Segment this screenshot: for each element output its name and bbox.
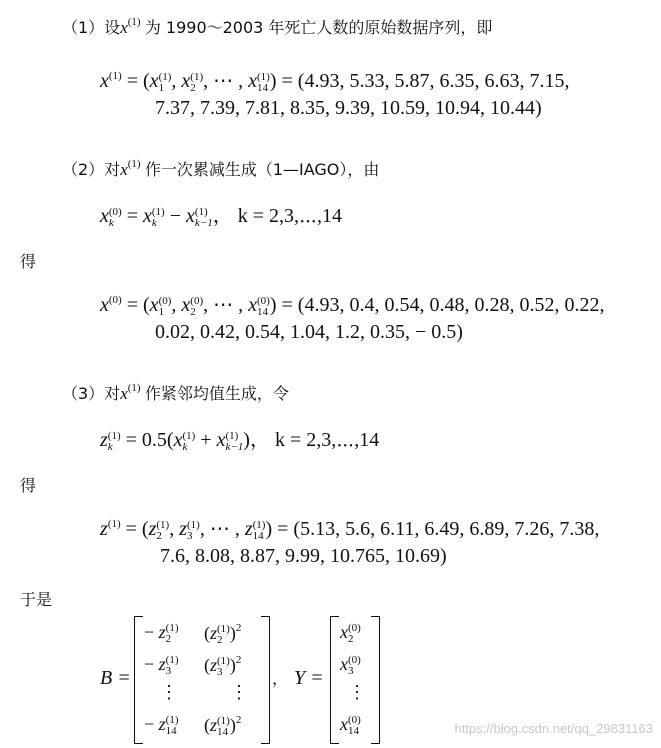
b-cell-n-1: − z (1) 14 xyxy=(144,714,179,737)
eq3-values-line1: = (4.93, 0.4, 0.54, 0.48, 0.28, 0.52, 0.22, xyxy=(281,294,605,316)
var-x: x xyxy=(120,160,128,179)
eq5-values-line1: = (5.13, 5.6, 6.11, 6.49, 6.89, 7.26, 7.38, xyxy=(277,518,600,540)
sup: (1) xyxy=(127,158,141,170)
y-vdots: ⋮ xyxy=(348,682,366,702)
step-2-prefix: （2）对 xyxy=(62,160,121,179)
yushi-label: 于是 xyxy=(20,590,53,609)
y-cell-n: x (0) 14 xyxy=(340,714,361,737)
b-vdots-2: ⋮ xyxy=(230,682,248,702)
matrix-y-left-bracket xyxy=(330,616,339,744)
eq1-values-line2: 7.37, 7.39, 7.81, 8.35, 9.39, 10.59, 10.94, 10.44) xyxy=(155,97,542,119)
equation-x1-line2 xyxy=(155,96,542,120)
equation-iago: x (0) k = x (1) k − x (1) k−1 ， k = 2,3,⋯,14 xyxy=(100,205,342,229)
equation-z1-line2 xyxy=(160,544,447,568)
b-cell-2-2: (z (1) 3 )$^2$ xyxy=(204,654,242,678)
sup: (1) xyxy=(127,382,141,394)
de-label-2: 得 xyxy=(20,476,37,495)
equation-x0-line2 xyxy=(155,320,463,344)
b-vdots-1: ⋮ xyxy=(160,682,178,702)
step-2 xyxy=(62,152,379,182)
y-cell-1: x (0) 2 xyxy=(340,622,361,645)
step-1 xyxy=(62,10,492,40)
watermark: https://blog.csdn.net/qq_29831163 xyxy=(454,721,653,736)
eq2-range: k = 2,3,⋯,14 xyxy=(237,205,342,227)
equation-mean: z (1) k = 0.5(x (1) k + x (1) k−1 )， k = 2,3,⋯,14 xyxy=(100,429,380,453)
step-3-prefix: （3）对 xyxy=(62,384,121,403)
eq5-values-line2: 7.6, 8.08, 8.87, 9.99, 10.765, 10.69) xyxy=(160,545,447,567)
step-1-text: 为 1990～2003 年死亡人数的原始数据序列，即 xyxy=(144,18,493,37)
y-cell-2: x (0) 3 xyxy=(340,654,361,677)
equation-x0-line1: $x^{(0)} = (x$ (0) 1 , x (0) 2 , ⋯ , x (0) 14 ) = (4.93, 0.4, 0.54, 0.48, 0.28, 0.52, 0.22, xyxy=(100,294,605,318)
matrix-b xyxy=(134,616,270,744)
b-cell-2-1: − z (1) 3 xyxy=(144,654,179,677)
matrix-y-right-bracket xyxy=(371,616,380,744)
b-cell-1-2: (z (1) 2 )$^2$ xyxy=(204,622,242,646)
matrix-y-label: Y = xyxy=(294,667,324,689)
matrix-separator: ， xyxy=(272,669,289,688)
sup: (1) xyxy=(127,16,141,28)
eq3-values-line2: 0.02, 0.42, 0.54, 1.04, 1.2, 0.35, − 0.5) xyxy=(155,321,463,343)
matrix-b-right-bracket xyxy=(261,616,270,744)
matrix-b-label: B = xyxy=(100,667,131,689)
equation-z1-line1: $z^{(1)} = (z$ (1) 2 , z (1) 3 , ⋯ , z (1) 14 ) = (5.13, 5.6, 6.11, 6.49, 6.89, 7.26, 7.38, xyxy=(100,518,600,542)
matrix-y xyxy=(330,616,380,744)
step-2-text: 作一次累减生成（1—IAGO），由 xyxy=(144,160,380,179)
step-3-text: 作紧邻均值生成，令 xyxy=(144,384,289,403)
de-label-1: 得 xyxy=(20,252,37,271)
var-x: x xyxy=(120,384,128,403)
equation-x1-line1: $x^{(1)} = (x$ (1) 1 , x (1) 2 , ⋯ , x (1) 14 ) = (4.93, 5.33, 5.87, 6.35, 6.63, 7.15, xyxy=(100,70,570,94)
b-cell-1-1: − z (1) 2 xyxy=(144,622,179,645)
b-cell-n-2: (z (1) 14 )$^2$ xyxy=(204,714,242,738)
eq1-values-line1: = (4.93, 5.33, 5.87, 6.35, 6.63, 7.15, xyxy=(281,70,570,92)
step-3 xyxy=(62,376,289,406)
eq4-range: k = 2,3,⋯,14 xyxy=(274,429,380,451)
var-x: x xyxy=(120,18,128,37)
matrix-b-left-bracket xyxy=(134,616,143,744)
step-1-prefix: （1）设 xyxy=(62,18,121,37)
